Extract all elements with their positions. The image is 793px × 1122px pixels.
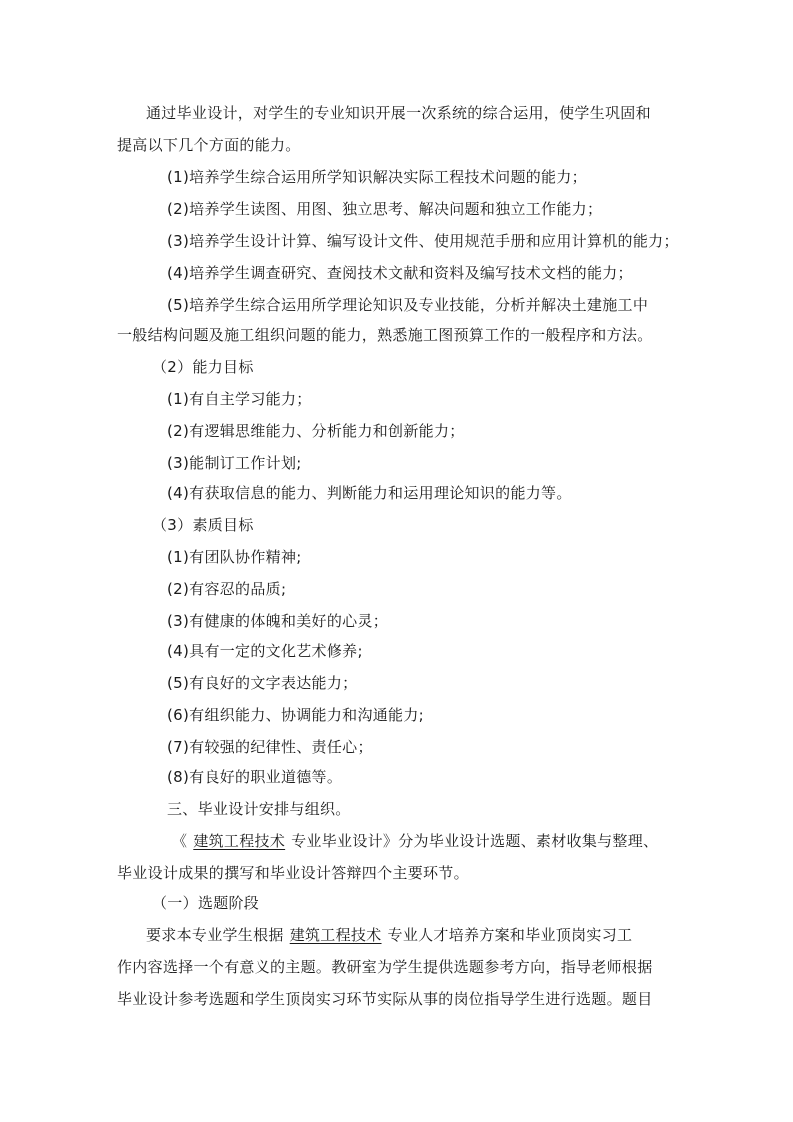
intro-line-2: 提高以下几个方面的能力。 [117,136,301,154]
ability-item-1: (1)有自主学习能力； [167,390,312,408]
section-3-para-rest: 专业毕业设计》分为毕业设计选题、素材收集与整理、 [291,832,659,850]
ability-heading: （2）能力目标 [152,358,254,376]
quality-item-6: (6)有组织能力、协调能力和沟通能力; [167,706,425,724]
major-name-underlined-2: 建筑工程技术 [289,926,382,944]
knowledge-item-2: (2)培养学生读图、用图、独立思考、解决问题和独立工作能力； [167,200,603,218]
ability-item-2: (2)有逻辑思维能力、分析能力和创新能力； [167,422,465,440]
knowledge-item-3: (3)培养学生设计计算、编写设计文件、使用规范手册和应用计算机的能力； [167,232,679,250]
stage-1-line-1-rest: 专业人才培养方案和毕业顶岗实习工 [387,926,633,944]
quality-item-5: (5)有良好的文字表达能力； [167,674,358,692]
section-3-para-line-1 [172,831,658,851]
knowledge-item-4: (4)培养学生调查研究、查阅技术文献和资料及编写技术文档的能力； [167,264,633,282]
stage-1-heading: （一）选题阶段 [152,894,260,912]
stage-1-line-1 [146,925,632,945]
intro-line-1: 通过毕业设计，对学生的专业知识开展一次系统的综合运用，使学生巩固和 [146,104,651,122]
ability-item-3: (3)能制订工作计划; [167,454,302,472]
section-3-heading: 三、毕业设计安排与组织。 [167,800,351,818]
stage-1-line-1-start: 要求本专业学生根据 [146,926,284,944]
knowledge-item-5-line-1: (5)培养学生综合运用所学理论知识及专业技能，分析并解决土建施工中 [167,296,649,314]
quality-item-7: (7)有较强的纪律性、责任心； [167,738,373,756]
quality-item-3: (3)有健康的体魄和美好的心灵； [167,612,389,630]
quality-item-2: (2)有容忍的品质; [167,580,287,598]
ability-item-4: (4)有获取信息的能力、判断能力和运用理论知识的能力等。 [167,484,572,502]
stage-1-line-3: 毕业设计参考选题和学生顶岗实习环节实际从事的岗位指导学生进行选题。题目 [117,990,653,1008]
stage-1-line-2: 作内容选择一个有意义的主题。教研室为学生提供选题参考方向，指导老师根据 [117,958,653,976]
quality-item-1: (1)有团队协作精神; [167,548,302,566]
knowledge-item-5-line-2: 一般结构问题及施工组织问题的能力，熟悉施工图预算工作的一般程序和方法。 [117,326,653,344]
quality-item-4: (4)具有一定的文化艺术修养; [167,642,363,660]
quality-item-8: (8)有良好的职业道德等。 [167,768,343,786]
knowledge-item-1: (1)培养学生综合运用所学知识解决实际工程技术问题的能力； [167,168,587,186]
quality-heading: （3）素质目标 [152,516,254,534]
section-3-para-line-2: 毕业设计成果的撰写和毕业设计答辩四个主要环节。 [117,864,469,882]
major-name-underlined: 建筑工程技术 [193,832,286,850]
section-3-para-open: 《 [172,832,188,850]
